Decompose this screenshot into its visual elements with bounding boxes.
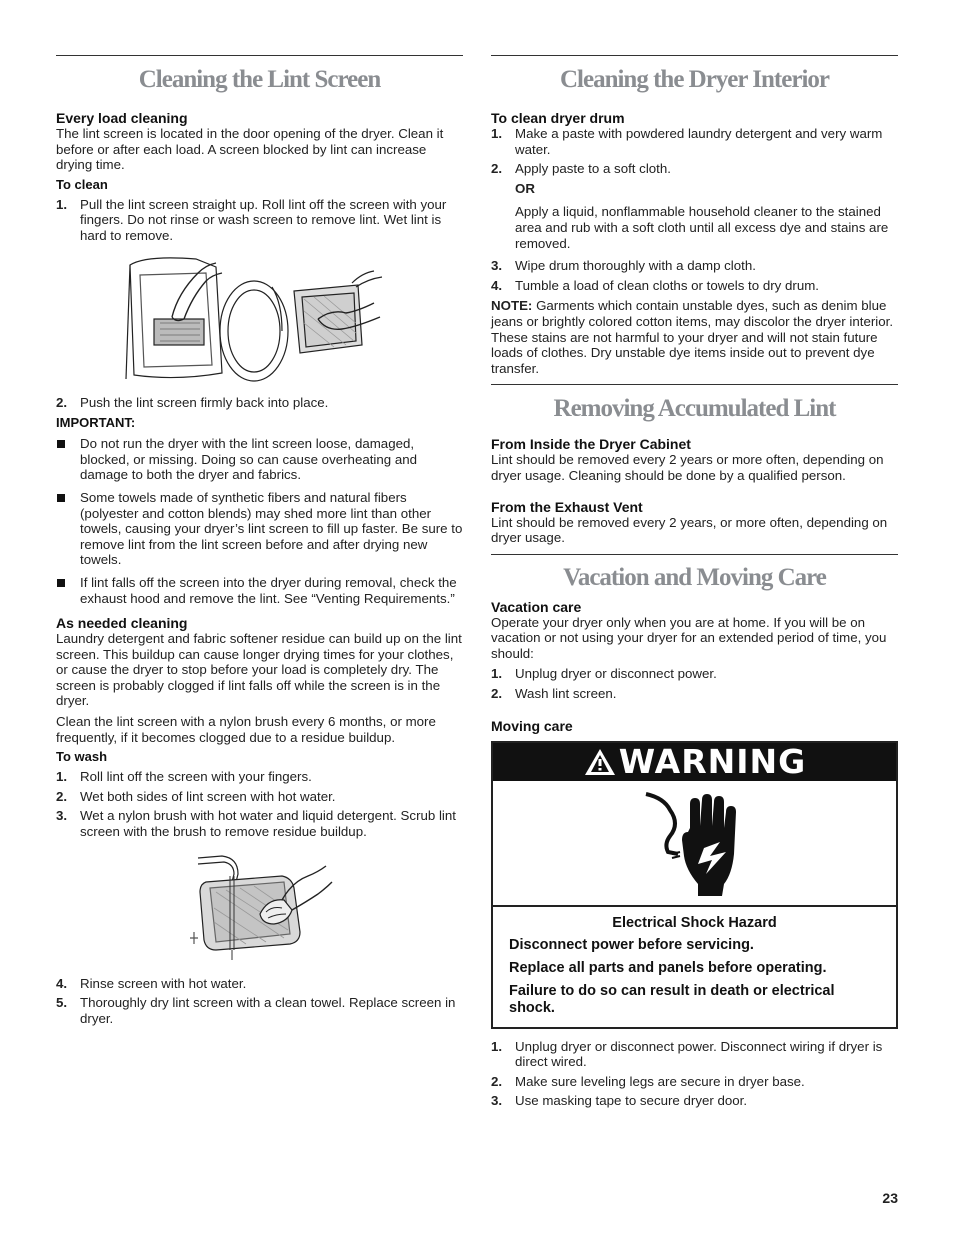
to-wash-steps-continued bbox=[56, 976, 463, 1027]
vacation-text: Operate your dryer only when you are at home. If you will be on vacation or not using your dryer for an extended period of time, you should: bbox=[491, 614, 887, 661]
important-bullets bbox=[56, 436, 463, 606]
moving-steps bbox=[491, 1039, 898, 1109]
warning-hazard-title: Electrical Shock Hazard bbox=[612, 914, 777, 931]
bullet-item: Do not run the dryer with the lint screen loose, damaged, blocked, or missing. Doing so can cause overheating and damage to both the dryer and fabrics. bbox=[56, 436, 463, 483]
list-item: 2. Wash lint screen. bbox=[491, 686, 617, 702]
moving-title: Moving care bbox=[491, 717, 573, 734]
section-heading-accumulated-lint: Removing Accumulated Lint bbox=[553, 395, 836, 423]
list-item: 3. Wipe drum thoroughly with a damp cloth. bbox=[491, 258, 756, 274]
vacation-title: Vacation care bbox=[491, 598, 582, 615]
list-item: 2. Apply paste to a soft cloth. OR Apply a liquid, nonflammable household cleaner to the stained area and rub with a soft cloth until all excess dye and stains are removed. bbox=[491, 161, 898, 251]
important-label: IMPORTANT: bbox=[56, 415, 136, 431]
bullet-square-icon bbox=[57, 494, 65, 502]
left-column bbox=[56, 55, 463, 1026]
list-item: 4. Tumble a load of clean cloths or towels to dry drum. bbox=[491, 277, 819, 293]
alt-instruction: Apply a liquid, nonflammable household cleaner to the stained area and rub with a soft cloth until all excess dye and stains are removed. bbox=[515, 204, 889, 251]
warning-pictogram bbox=[493, 781, 896, 907]
to-clean-label: To clean bbox=[56, 176, 108, 192]
as-needed-paragraph-1: Laundry detergent and fabric softener residue can build up on the lint screen. This buildup can cause longer drying times for your clothes, or cause the dryer to stop before your load is completely dry. The screen is probably clogged if lint falls off while the screen is in the dryer. bbox=[56, 631, 462, 709]
list-item: 3. Wet a nylon brush with hot water and liquid detergent. Scrub lint screen with the brush to remove residue buildup. bbox=[56, 808, 456, 840]
bullet-item: Some towels made of synthetic fibers and natural fibers (polyester and cotton blends) may shed more lint than other towels, causing your dryer’s lint screen to fill up faster. Be sure to remove lint from the lint screen before and after drying new towels. bbox=[56, 490, 463, 568]
lint-screen-removal-illustration bbox=[56, 253, 463, 385]
section-rule bbox=[491, 55, 898, 56]
every-load-intro: The lint screen is located in the door opening of the dryer. Clean it before or after each load. A screen blocked by lint can increase drying time. bbox=[56, 126, 444, 173]
bullet-square-icon bbox=[57, 579, 65, 587]
to-wash-steps bbox=[56, 769, 463, 839]
list-item: 1. Unplug dryer or disconnect power. bbox=[491, 666, 717, 682]
right-column bbox=[491, 55, 898, 1109]
list-item: 2. Wet both sides of lint screen with hot water. bbox=[56, 788, 336, 804]
list-item: 4. Rinse screen with hot water. bbox=[56, 975, 247, 991]
list-item: 1. Pull the lint screen straight up. Roll lint off the screen with your fingers. Do not rinse or wash screen to remove lint. Wet lint is hard to remove. bbox=[56, 196, 447, 243]
section-heading-dryer-interior: Cleaning the Dryer Interior bbox=[559, 66, 829, 93]
warning-box bbox=[491, 741, 898, 1029]
vacation-steps bbox=[491, 666, 898, 701]
section-heading-lint-screen: Cleaning the Lint Screen bbox=[138, 66, 381, 93]
cabinet-title: From Inside the Dryer Cabinet bbox=[491, 436, 691, 453]
warning-header bbox=[493, 743, 896, 781]
section-rule bbox=[491, 384, 898, 385]
list-item: 2. Push the lint screen firmly back into place. bbox=[56, 394, 329, 410]
list-item: 5. Thoroughly dry lint screen with a clean towel. Replace screen in dryer. bbox=[56, 995, 456, 1026]
page-number: 23 bbox=[882, 1190, 898, 1206]
list-item: 3. Use masking tape to secure dryer door. bbox=[491, 1093, 748, 1109]
or-label: OR bbox=[515, 180, 535, 196]
cabinet-text: Lint should be removed every 2 years or more often, depending on dryer usage. Cleaning should be done by a qualified person. bbox=[491, 452, 884, 483]
bullet-square-icon bbox=[57, 440, 65, 448]
warning-line-3: Failure to do so can result in death or electrical shock. bbox=[509, 982, 835, 1016]
lint-screen-washing-illustration bbox=[56, 852, 463, 964]
as-needed-title: As needed cleaning bbox=[56, 615, 188, 632]
warning-triangle-icon bbox=[583, 747, 617, 777]
to-wash-label: To wash bbox=[56, 749, 108, 765]
list-item: 2. Make sure leveling legs are secure in dryer base. bbox=[491, 1073, 805, 1089]
note-label: NOTE: bbox=[491, 298, 533, 314]
as-needed-paragraph-2: Clean the lint screen with a nylon brush every 6 months, or more frequently, if it becomes clogged due to a residue buildup. bbox=[56, 714, 436, 745]
section-rule bbox=[56, 55, 463, 56]
vent-text: Lint should be removed every 2 years, or more often, depending on dryer usage. bbox=[491, 514, 888, 546]
drum-title: To clean dryer drum bbox=[491, 110, 625, 126]
drum-steps bbox=[491, 126, 898, 293]
list-item: 1. Roll lint off the screen with your fingers. bbox=[56, 769, 312, 785]
warning-line-2: Replace all parts and panels before operating. bbox=[509, 959, 827, 976]
electrical-shock-hand-icon bbox=[640, 788, 750, 898]
list-item: 1. Unplug dryer or disconnect power. Disconnect wiring if dryer is direct wired. bbox=[491, 1038, 883, 1070]
vent-title: From the Exhaust Vent bbox=[491, 498, 643, 515]
to-clean-steps bbox=[56, 197, 463, 244]
to-clean-steps-continued bbox=[56, 395, 463, 411]
warning-line-1: Disconnect power before servicing. bbox=[509, 936, 754, 953]
note-paragraph: NOTE: Garments which contain unstable dyes, such as denim blue jeans or brightly colored cotton items, may discolor the dryer interior. These stains are not harmful to your dryer and will not stain future loads of clothes. Dry unstable dye items inside out to prevent dye transfer. bbox=[491, 298, 894, 376]
section-heading-vacation-moving: Vacation and Moving Care bbox=[563, 563, 826, 591]
section-rule bbox=[491, 554, 898, 555]
every-load-title: Every load cleaning bbox=[56, 110, 188, 126]
warning-label: WARNING bbox=[618, 741, 807, 781]
bullet-item: If lint falls off the screen into the dryer during removal, check the exhaust hood and remove the lint. See “Venting Requirements.” bbox=[56, 575, 463, 606]
warning-text bbox=[493, 907, 896, 1027]
list-item: 1. Make a paste with powdered laundry detergent and very warm water. bbox=[491, 126, 883, 157]
